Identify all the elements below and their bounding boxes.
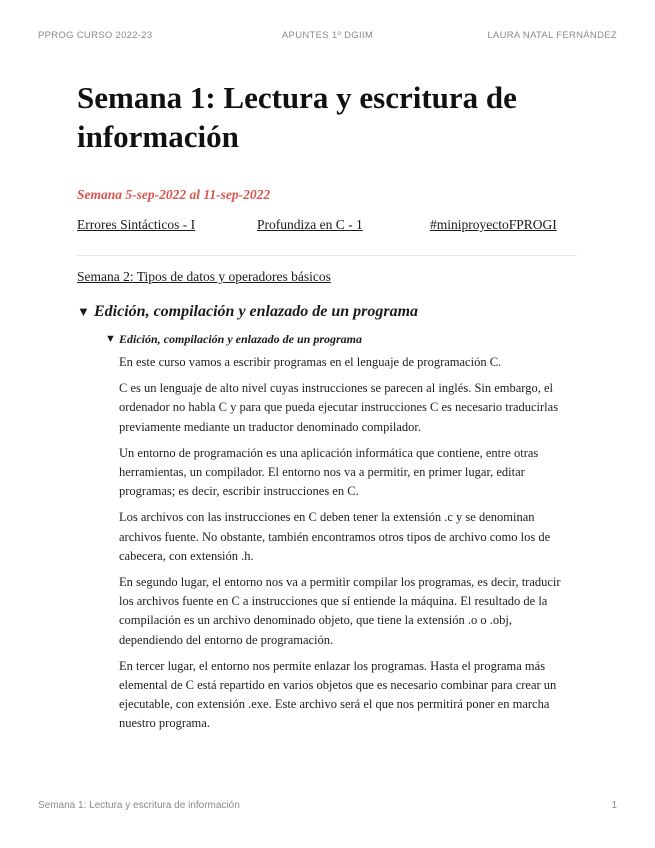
paragraph: Un entorno de programación es una aplicación informática que contiene, entre otras herramientas, un compilador. El entorno nos va a permitir, en primer lugar, editar programas; es decir, escribir instrucciones en C. [119, 445, 539, 499]
triangle-down-icon: ▼ [105, 333, 116, 345]
running-footer [38, 800, 617, 814]
paragraph: C es un lenguaje de alto nivel cuyas instrucciones se parecen al inglés. Sin embargo, el ordenador no habla C y para que pueda ejecutar instrucciones C es necesario traducirlas previamente mediante un traductor denominado compilador. [119, 381, 559, 434]
page-title: Semana 1: Lectura y escritura de información [77, 80, 517, 154]
week-range: Semana 5-sep-2022 al 11-sep-2022 [77, 187, 271, 202]
paragraph: En este curso vamos a escribir programas en el lenguaje de programación C. [119, 355, 502, 369]
running-header [38, 30, 617, 44]
tag-link-errores-sintacticos[interactable]: Errores Sintácticos - I [77, 217, 196, 232]
section-toggle[interactable] [77, 302, 577, 322]
paragraphs [119, 353, 577, 734]
footer-title: Semana 1: Lectura y escritura de información [38, 800, 240, 811]
next-week-link-row [77, 268, 577, 286]
header-author: LAURA NATAL FERNÁNDEZ [487, 30, 617, 41]
header-course: PPROG CURSO 2022-23 [38, 30, 153, 41]
triangle-down-icon: ▼ [77, 304, 90, 319]
tag-links [77, 217, 577, 235]
paragraph: En tercer lugar, el entorno nos permite enlazar los programas. Hasta el programa más elemental de C está repartido en varios objetos que es necesario combinar para crear un ejecutable, con extensión .exe. Este archivo será el que nos permitirá poner en marcha nuestro programa. [119, 658, 557, 731]
subsection [105, 330, 577, 734]
paragraph: En segundo lugar, el entorno nos va a permitir compilar los programas, es decir, traducir los archivos fuente en C a instrucciones que sí entiende la máquina. El resultado de la compilación es un archivo denominado objeto, que tiene la extensión .o o .obj, dependiendo del entorno de programación. [119, 575, 561, 647]
tag-link-profundiza-en-c[interactable]: Profundiza en C - 1 [257, 217, 363, 232]
subsection-title: Edición, compilación y enlazado de un programa [119, 332, 363, 346]
paragraph: Los archivos con las instrucciones en C deben tener la extensión .c y se denominan archivos fuente. No obstante, también encontramos otros tipos de archivo como los de cabecera, con extensión .h. [119, 510, 551, 563]
page-number: 1 [611, 800, 617, 811]
subsection-toggle[interactable] [105, 330, 577, 348]
next-week-link[interactable]: Semana 2: Tipos de datos y operadores básicos [77, 269, 331, 284]
page-content [77, 78, 577, 741]
section-title: Edición, compilación y enlazado de un programa [94, 303, 419, 320]
header-notes: APUNTES 1º DGIIM [281, 30, 374, 41]
divider [77, 255, 577, 256]
tag-link-miniproyecto[interactable]: #miniproyectoFPROGI [430, 217, 557, 232]
